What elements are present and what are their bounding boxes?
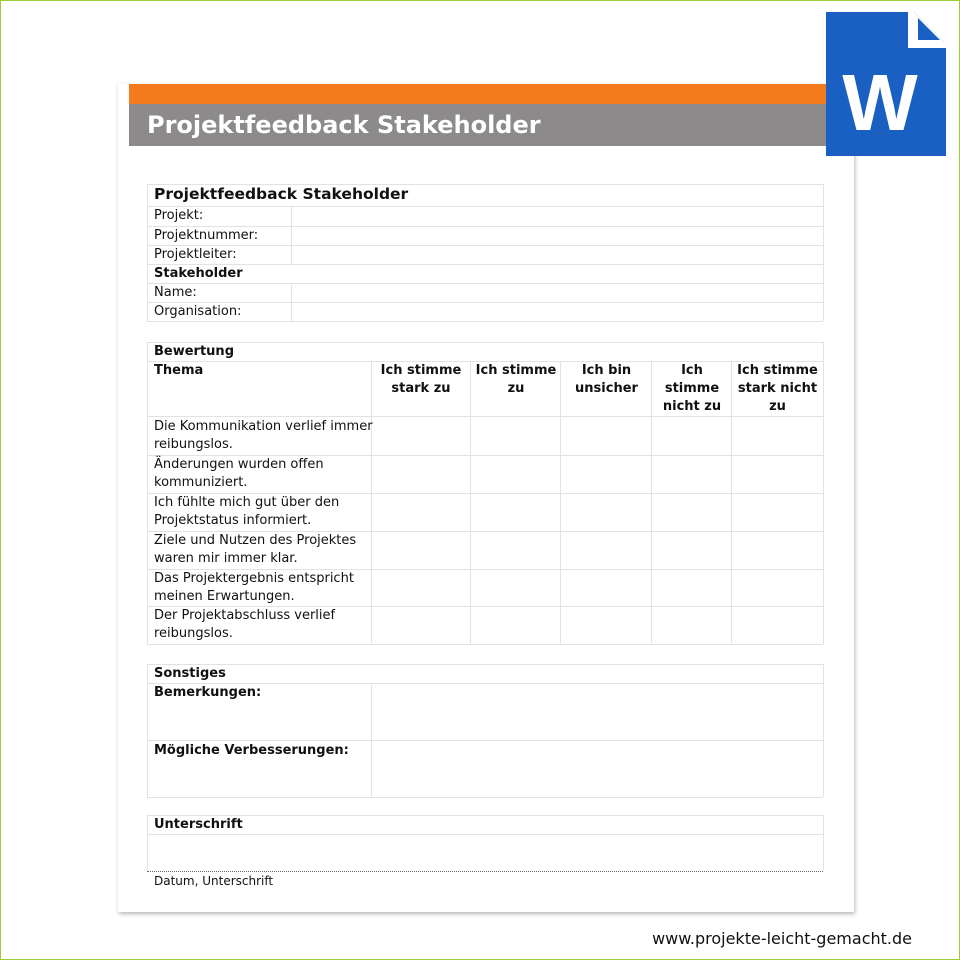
grid-line-h	[147, 321, 823, 322]
section-bewertung: Bewertung	[154, 344, 234, 359]
grid-line-h	[147, 342, 823, 343]
grid-line-v	[291, 283, 292, 321]
grid-line-v	[291, 206, 292, 264]
rating-row-5: Das Projektergebnis entspricht meinen Erwartungen.	[154, 571, 354, 604]
label-verbesserungen: Mögliche Verbesserungen:	[154, 743, 349, 758]
grid-line-v	[470, 361, 471, 644]
grid-line-v	[371, 361, 372, 644]
section-stakeholder: Stakeholder	[154, 266, 243, 281]
form-title: Projektfeedback Stakeholder	[154, 185, 409, 203]
grid-line-h	[147, 797, 823, 798]
grid-line-v	[147, 664, 148, 797]
word-document-icon	[826, 12, 946, 156]
grid-line-h	[147, 664, 823, 665]
grid-line-h	[147, 644, 823, 645]
grid-line-h	[147, 283, 823, 284]
label-bemerkungen: Bemerkungen:	[154, 685, 262, 700]
grid-line-h	[147, 834, 823, 835]
grid-line-v	[147, 184, 148, 321]
field-label-organisation: Organisation:	[154, 304, 242, 319]
column-header-strongly-disagree: Ich stimme stark nicht zu	[737, 363, 818, 414]
grid-line-v	[823, 184, 824, 321]
column-header-disagree: Ich stimme nicht zu	[662, 363, 722, 414]
rating-row-4: Ziele und Nutzen des Projektes waren mir immer klar.	[154, 533, 357, 566]
field-label-name: Name:	[154, 285, 197, 300]
grid-line-v	[147, 342, 148, 361]
grid-line-v	[823, 361, 824, 644]
grid-line-v	[371, 683, 372, 797]
orange-accent-band	[129, 84, 854, 104]
column-header-strongly-agree: Ich stimme stark zu	[380, 363, 462, 396]
field-label-projekt: Projekt:	[154, 208, 204, 223]
grid-line-h	[147, 206, 823, 207]
grid-line-v	[823, 664, 824, 797]
grid-line-v	[823, 815, 824, 871]
footer-url[interactable]: www.projekte-leicht-gemacht.de	[652, 929, 912, 948]
section-unterschrift: Unterschrift	[154, 817, 243, 832]
grid-line-v	[147, 361, 148, 644]
grid-line-h	[147, 245, 823, 246]
rating-row-2: Änderungen wurden offen kommuniziert.	[154, 457, 324, 490]
field-label-projektnummer: Projektnummer:	[154, 228, 259, 243]
grid-line-h	[147, 815, 823, 816]
column-header-unsure: Ich bin unsicher	[575, 363, 638, 396]
grid-line-v	[823, 342, 824, 361]
grid-line-v	[560, 361, 561, 644]
grid-line-h	[147, 740, 823, 741]
section-sonstiges: Sonstiges	[154, 666, 226, 681]
column-header-thema: Thema	[154, 363, 204, 378]
grid-line-v	[147, 815, 148, 871]
rating-row-3: Ich fühlte mich gut über den Projektstatus informiert.	[154, 495, 340, 528]
field-label-projektleiter: Projektleiter:	[154, 247, 237, 262]
rating-row-1: Die Kommunikation verlief immer reibungslos.	[154, 419, 373, 452]
grid-line-h	[147, 416, 823, 417]
word-icon-letter: W	[842, 58, 918, 147]
rating-row-6: Der Projektabschluss verlief reibungslos.	[154, 608, 336, 641]
column-header-agree: Ich stimme zu	[475, 363, 557, 396]
signature-caption: Datum, Unterschrift	[154, 874, 274, 888]
grid-line-h	[147, 302, 823, 303]
grid-line-h	[147, 264, 823, 265]
page-title: Projektfeedback Stakeholder	[147, 111, 541, 139]
